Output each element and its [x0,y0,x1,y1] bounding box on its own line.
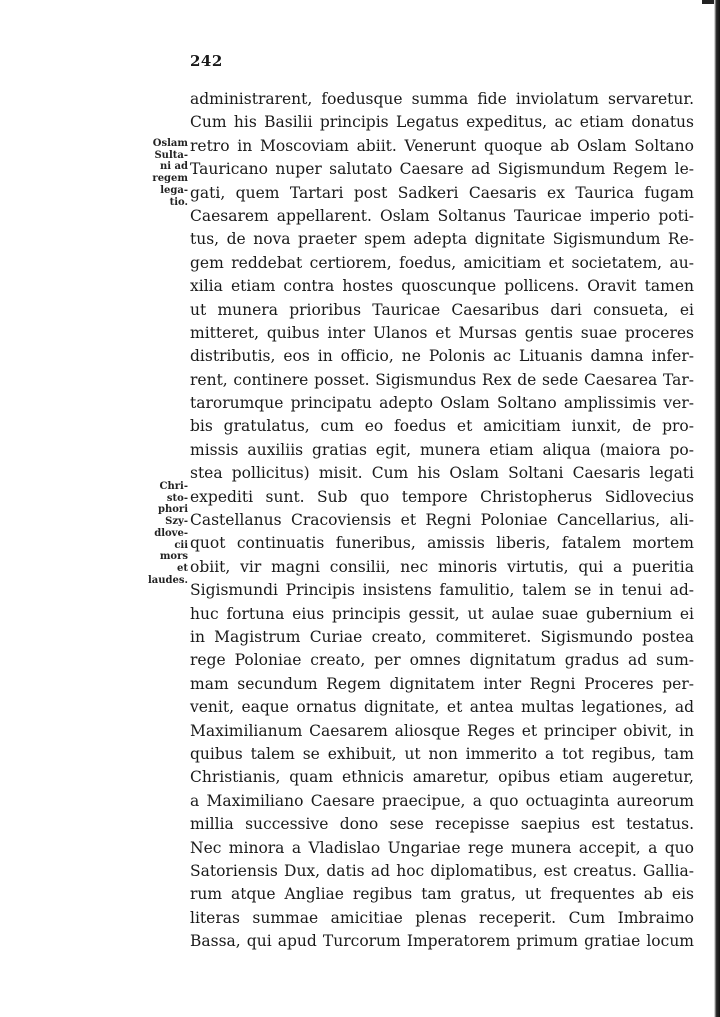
text-line: Nec minora a Vladislao Ungariae rege munera accepit, a quo [190,838,694,857]
text-line: tus, de nova praeter spem adepta dignitate Sigismundum Re- [190,230,694,249]
text-line: Cum his Basilii principis Legatus expeditus, ac etiam donatus [190,113,694,132]
text-line: venit, eaque ornatus dignitate, et antea multas legationes, ad [190,698,694,717]
text-line: stea pollicitus) misit. Cum his Oslam Soltani Caesaris legati [190,464,694,483]
text-line: bis gratulatus, cum eo foedus et amicitiam iunxit, de pro- [190,417,694,436]
margin-note-line: dlove- [154,527,188,539]
margin-note-szydlowiecki-death [140,481,188,586]
text-line: obiit, vir magni consilii, nec minoris virtutis, qui a pueritia [190,557,694,576]
text-line: rent, continere posset. Sigismundus Rex de sede Caesarea Tar- [190,370,694,389]
margin-note-line: cii [174,539,188,551]
margin-note-line: et [177,562,188,574]
text-line: Bassa, qui apud Turcorum Imperatorem primum gratiae locum [190,932,694,951]
text-line: quot continuatis funeribus, amissis liberis, fatalem mortem [190,534,694,553]
margin-note-line: Chri- [159,481,188,492]
text-line: Christianis, quam ethnicis amaretur, opibus etiam augeretur, [190,768,694,787]
text-line: Satoriensis Dux, datis ad hoc diplomatibus, est creatus. Gallia- [190,861,694,880]
margin-note-line: Szy- [165,516,188,528]
margin-note-line: regem [152,173,188,185]
margin-note-line: tio. [169,196,188,208]
margin-note-line: phori [158,504,188,516]
text-line: rege Poloniae creato, per omnes dignitatum gradus ad sum- [190,651,694,670]
text-line: gati, quem Tartari post Sadkeri Caesaris ex Taurica fugam [190,183,694,202]
text-line: administrarent, foedusque summa fide inviolatum servaretur. [190,90,694,108]
text-line: Sigismundi Principis insistens famulitio, talem se in tenui ad- [190,581,694,600]
text-line: Caesarem appellarent. Oslam Soltanus Tauricae imperio poti- [190,206,694,225]
text-line: in Magistrum Curiae creato, commiteret. Sigismundo postea [190,627,694,646]
text-line: gem reddebat certiorem, foedus, amicitiam et societatem, au- [190,253,694,272]
text-line: Maximilianum Caesarem aliosque Reges et principer obivit, in [190,721,694,740]
body-text [190,88,694,953]
text-line: millia successive dono sese recepisse saepius est testatus. [190,815,694,834]
page-edge-right [714,0,720,1017]
text-line: rum atque Angliae regibus tam gratus, ut frequentes ab eis [190,885,694,904]
text-line: retro in Moscoviam abiit. Venerunt quoque ab Oslam Soltano [190,136,694,155]
margin-note-line: ni ad [159,161,188,173]
text-line: quibus talem se exhibuit, ut non immerito a tot regibus, tam [190,744,694,763]
text-line: a Maximiliano Caesare praecipue, a quo octuaginta aureorum [190,791,694,810]
text-line: ut munera prioribus Tauricae Caesaribus dari consueta, ei [190,300,694,319]
margin-note-line: lega- [160,184,188,196]
margin-note-line: sto- [166,492,188,504]
text-line: literas summae amicitiae plenas receperit. Cum Imbraimo [190,908,694,927]
text-line: xilia etiam contra hostes quoscunque pollicens. Oravit tamen [190,277,694,296]
text-line: tarorumque principatu adepto Oslam Soltano amplissimis ver- [190,394,694,413]
margin-note-oslam-legation [140,138,188,208]
text-line: Tauricano nuper salutato Caesare ad Sigismundum Regem le- [190,160,694,179]
text-line: huc fortuna eius principis gessit, ut aulae suae gubernium ei [190,604,694,623]
text-line: distributis, eos in officio, ne Polonis ac Lituanis damna infer- [190,347,694,366]
text-line: expediti sunt. Sub quo tempore Christopherus Sidlovecius [190,487,694,506]
text-line: missis auxiliis gratias egit, munera etiam aliqua (maiora po- [190,440,694,459]
page-number: 242 [190,52,223,70]
margin-note-line: Sulta- [154,149,188,161]
margin-note-line: mors [159,551,188,563]
text-line: mitteret, quibus inter Ulanos et Mursas gentis suae proceres [190,323,694,342]
text-line: mam secundum Regem dignitatem inter Regni Proceres per- [190,674,694,693]
margin-note-line: laudes. [147,574,188,586]
margin-note-line: Oslam [152,138,188,149]
text-line: Castellanus Cracoviensis et Regni Poloniae Cancellarius, ali- [190,511,694,530]
